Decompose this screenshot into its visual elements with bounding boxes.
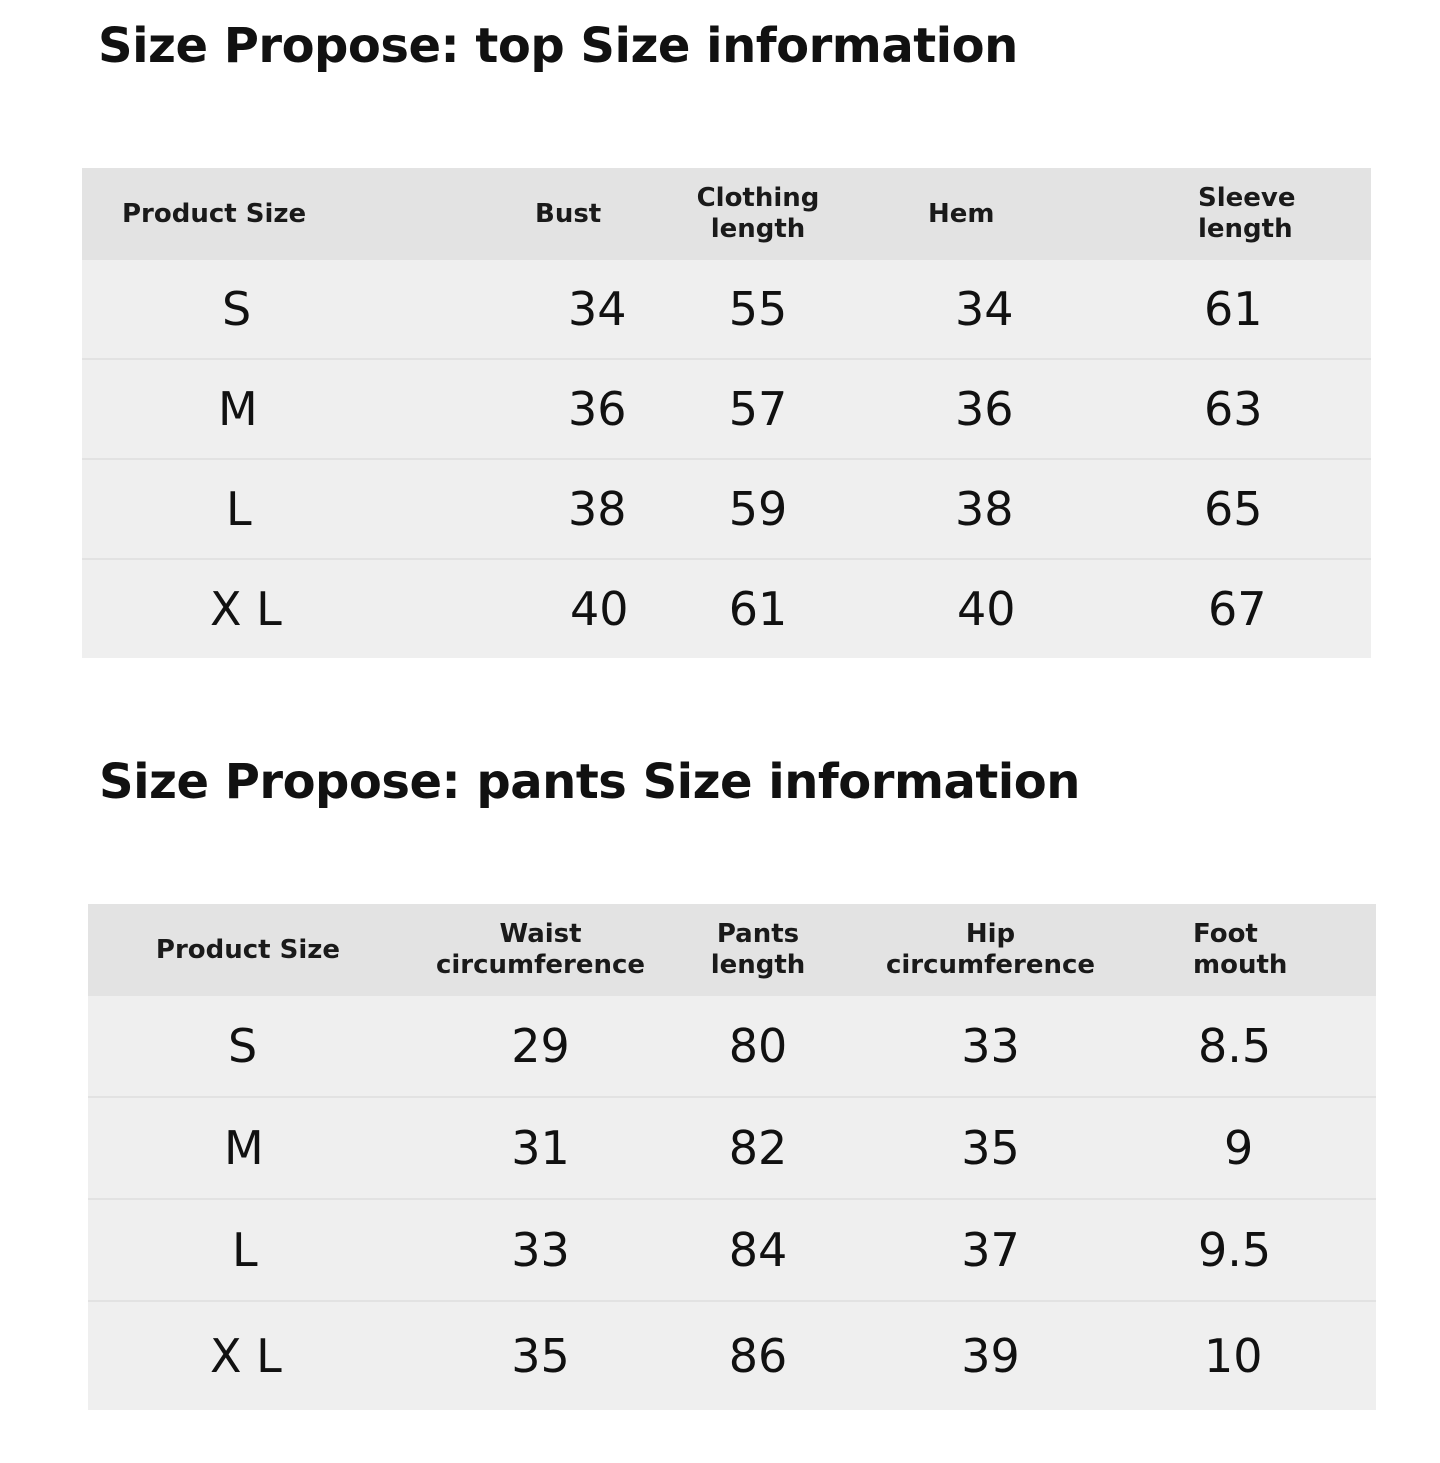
foot-mouth-cell: 10 xyxy=(1138,1301,1376,1410)
bust-cell: 36 xyxy=(402,359,658,459)
column-header-waist-circumference: Waist circumference xyxy=(435,919,646,980)
clothing-length-cell: 61 xyxy=(658,559,858,658)
waist-circumference-cell: 35 xyxy=(408,1301,673,1410)
table-row xyxy=(82,559,1371,658)
size-cell: L xyxy=(82,459,402,559)
sleeve-length-cell: 65 xyxy=(1118,459,1371,559)
column-header-pants-length: Pants length xyxy=(710,919,806,980)
size-cell: X L xyxy=(82,559,402,658)
column-header-clothing-length: Clothing length xyxy=(696,183,820,244)
table-row xyxy=(88,996,1376,1097)
size-cell: L xyxy=(88,1199,408,1301)
bust-cell: 40 xyxy=(402,559,658,658)
pants-length-cell: 80 xyxy=(728,1019,788,1073)
column-header-hip-circumference: Hip circumference xyxy=(885,919,1096,980)
table-row xyxy=(88,1301,1376,1410)
sleeve-length-cell: 61 xyxy=(1204,282,1263,336)
foot-mouth-cell: 9 xyxy=(1138,1097,1376,1199)
table-row xyxy=(88,1199,1376,1301)
column-header-hem: Hem xyxy=(928,198,995,229)
foot-mouth-cell: 8.5 xyxy=(1198,1019,1272,1073)
clothing-length-cell: 57 xyxy=(658,359,858,459)
hem-cell: 38 xyxy=(858,459,1118,559)
hip-circumference-cell: 39 xyxy=(843,1301,1138,1410)
hem-cell: 40 xyxy=(858,559,1118,658)
size-cell: S xyxy=(222,282,252,336)
sleeve-length-cell: 67 xyxy=(1118,559,1371,658)
bust-cell: 34 xyxy=(568,282,627,336)
table-row xyxy=(82,459,1371,559)
table-header-row xyxy=(88,904,1376,996)
hip-circumference-cell: 37 xyxy=(843,1199,1138,1301)
pants-size-table xyxy=(88,904,1376,1410)
table-header-row xyxy=(82,168,1371,260)
table-row xyxy=(82,359,1371,459)
bust-cell: 38 xyxy=(402,459,658,559)
pants-length-cell: 84 xyxy=(673,1199,843,1301)
hem-cell: 36 xyxy=(858,359,1118,459)
column-header-foot-mouth: Foot mouth xyxy=(1193,919,1288,980)
column-header-bust: Bust xyxy=(535,198,602,229)
column-header-product-size: Product Size xyxy=(122,198,307,229)
waist-circumference-cell: 31 xyxy=(408,1097,673,1199)
foot-mouth-cell: 9.5 xyxy=(1138,1199,1376,1301)
table-row xyxy=(82,260,1371,359)
pants-length-cell: 82 xyxy=(673,1097,843,1199)
waist-circumference-cell: 29 xyxy=(511,1019,570,1073)
top-size-title: Size Propose: top Size information xyxy=(98,18,1018,74)
column-header-sleeve-length: Sleeve length xyxy=(1198,183,1296,244)
pants-length-cell: 86 xyxy=(673,1301,843,1410)
clothing-length-cell: 55 xyxy=(728,282,788,336)
size-cell: M xyxy=(82,359,402,459)
size-cell: M xyxy=(88,1097,408,1199)
clothing-length-cell: 59 xyxy=(658,459,858,559)
waist-circumference-cell: 33 xyxy=(408,1199,673,1301)
hip-circumference-cell: 33 xyxy=(961,1019,1020,1073)
table-row xyxy=(88,1097,1376,1199)
hip-circumference-cell: 35 xyxy=(843,1097,1138,1199)
pants-size-title: Size Propose: pants Size information xyxy=(99,754,1080,810)
hem-cell: 34 xyxy=(955,282,1014,336)
size-cell: X L xyxy=(88,1301,408,1410)
size-cell: S xyxy=(228,1019,258,1073)
top-size-table xyxy=(82,168,1371,658)
column-header-product-size: Product Size xyxy=(155,934,341,965)
sleeve-length-cell: 63 xyxy=(1118,359,1371,459)
